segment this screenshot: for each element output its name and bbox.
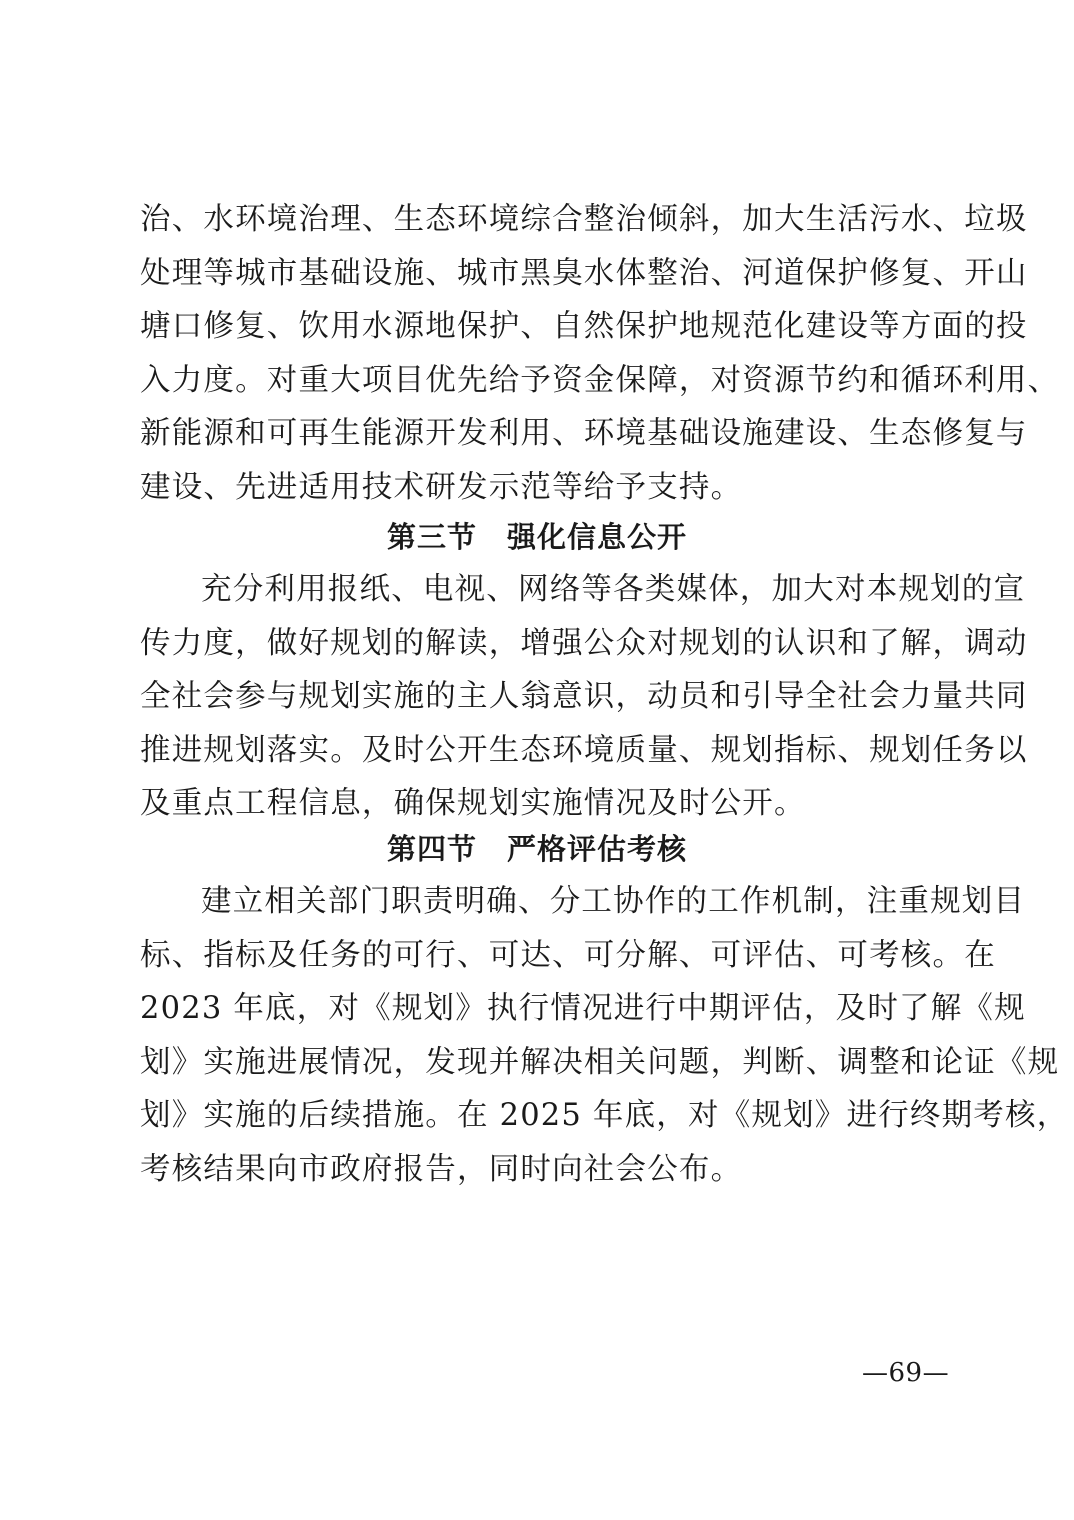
paragraph-funding bbox=[140, 193, 1060, 515]
text-line: 划》实施进展情况，发现并解决相关问题，判断、调整和论证《规 bbox=[140, 1044, 1060, 1080]
text-line: 标、指标及任务的可行、可达、可分解、可评估、可考核。在 bbox=[140, 937, 996, 973]
text-line: 传力度，做好规划的解读，增强公众对规划的认识和了解，调动 bbox=[140, 625, 1028, 661]
text-line: 建设、先进适用技术研发示范等给予支持。 bbox=[140, 469, 743, 505]
text-line: 入力度。对重大项目优先给予资金保障，对资源节约和循环利用、 bbox=[140, 362, 1060, 398]
section-heading-4: 第四节 严格评估考核 bbox=[386, 832, 687, 866]
text-line: 2023 年底，对《规划》执行情况进行中期评估，及时了解《规 bbox=[140, 991, 1026, 1027]
text-line: 处理等城市基础设施、城市黑臭水体整治、河道保护修复、开山 bbox=[140, 255, 1028, 291]
paragraph-evaluation bbox=[140, 875, 1069, 1197]
text-line: 推进规划落实。及时公开生态环境质量、规划指标、规划任务以 bbox=[140, 732, 1028, 768]
text-line: 充分利用报纸、电视、网络等各类媒体，加大对本规划的宣 bbox=[201, 572, 1026, 607]
text-line: 划》实施的后续措施。在 2025 年底，对《规划》进行终期考核， bbox=[140, 1098, 1069, 1134]
paragraph-information-disclosure bbox=[140, 563, 1028, 831]
text-line: 全社会参与规划实施的主人翁意识，动员和引导全社会力量共同 bbox=[140, 679, 1028, 715]
text-line: 塘口修复、饮用水源地保护、自然保护地规范化建设等方面的投 bbox=[140, 309, 1028, 345]
text-line: 及重点工程信息，确保规划实施情况及时公开。 bbox=[140, 786, 806, 822]
section-heading-3: 第三节 强化信息公开 bbox=[386, 520, 687, 554]
page-number: —69— bbox=[862, 1358, 950, 1388]
text-line: 新能源和可再生能源开发利用、环境基础设施建设、生态修复与 bbox=[140, 416, 1028, 452]
text-line: 治、水环境治理、生态环境综合整治倾斜，加大生活污水、垃圾 bbox=[140, 202, 1028, 237]
text-line: 考核结果向市政府报告，同时向社会公布。 bbox=[140, 1151, 743, 1187]
text-line: 建立相关部门职责明确、分工协作的工作机制，注重规划目 bbox=[201, 884, 1026, 919]
